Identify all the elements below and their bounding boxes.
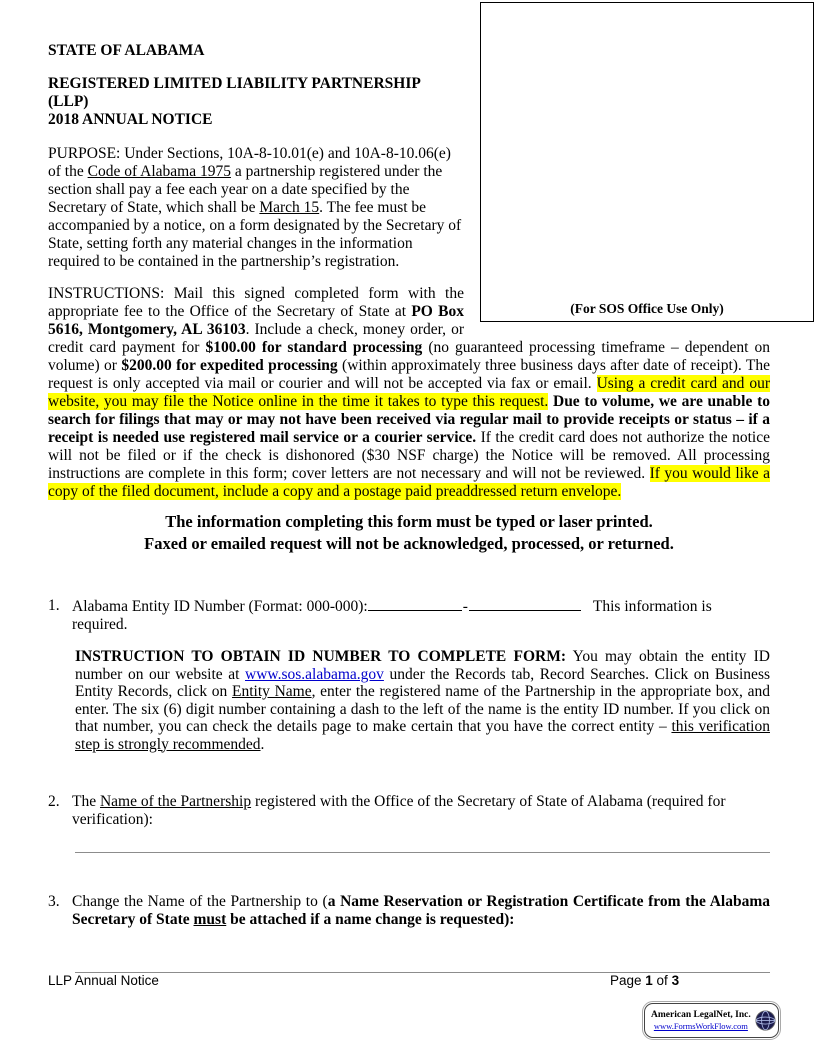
legalnet-logo-text	[651, 1011, 751, 1031]
footer-page-indicator	[610, 972, 679, 990]
po-box-address: PO Box 5616, Montgomery, AL 36103	[48, 303, 464, 338]
footer-of-word: of	[652, 973, 672, 988]
entity-id-label: Alabama Entity ID Number (Format: 000-000):	[72, 598, 368, 615]
standard-processing-fee: $100.00 for standard processing	[205, 339, 423, 356]
form-item-3	[48, 893, 770, 973]
instructions-text: . Include a check, money order, or credit card payment for	[48, 321, 464, 356]
instructions-text: INSTRUCTIONS: Mail this signed completed form with the appropriate fee to the Office of the Secretary of State at	[48, 285, 464, 320]
name-reservation-requirement: a Name Reservation or Registration Certificate from the Alabama Secretary of State	[72, 893, 770, 928]
entity-id-field-1[interactable]	[368, 597, 462, 611]
id-lookup-instruction-text: , enter the registered name of the Partnership in the appropriate box, and enter. The six (6) digit number containing a dash to the left of the name is the entity ID number. If you click on that number, you can check the details page to make certain that you have the correct entity –	[75, 683, 770, 735]
entity-id-required-note: This information is required.	[72, 598, 712, 633]
must-emphasis: must	[193, 911, 227, 928]
verification-recommendation: this verification step is strongly recommended	[75, 718, 770, 753]
globe-icon	[755, 1010, 776, 1031]
partnership-name-emphasis: Name of the Partnership	[99, 793, 252, 810]
form-item-1	[48, 597, 770, 753]
march-15-deadline: March 15	[259, 199, 320, 216]
purpose-text: . The fee must be accompanied by a notice, on a form designated by the Secretary of State, setting forth any material changes in the information required to be contained in the partnership’s registration.	[48, 199, 462, 270]
id-lookup-instruction	[75, 648, 770, 753]
partnership-name-field[interactable]	[75, 851, 770, 853]
typed-form-notice-line2: Faxed or emailed request will not be acknowledged, processed, or returned.	[144, 534, 674, 553]
form-title-line2: 2018 ANNUAL NOTICE	[48, 111, 213, 128]
name-change-prompt	[72, 893, 770, 929]
id-lookup-instruction-text: .	[260, 735, 265, 753]
entity-id-line	[72, 597, 770, 634]
typed-form-notice	[48, 511, 770, 555]
expedited-processing-fee: $200.00 for expedited processing	[121, 357, 338, 374]
item-1-body	[72, 597, 770, 753]
sos-office-use-label: (For SOS Office Use Only)	[570, 301, 724, 316]
id-lookup-instruction-text: under the Records tab, Record Searches. Click on Business Entity Records, click on	[75, 665, 771, 700]
legalnet-logo	[644, 1003, 779, 1038]
item-2-number: 2.	[48, 793, 60, 810]
instructions-text: (no guaranteed processing timeframe – dependent on volume) or	[48, 339, 770, 374]
entity-name-emphasis: Entity Name	[231, 683, 312, 700]
footer-document-name: LLP Annual Notice	[48, 973, 159, 988]
name-change-text: Change the Name of the Partnership to (	[72, 893, 328, 910]
entity-id-dash: -	[462, 598, 468, 615]
sos-website-link[interactable]: www.sos.alabama.gov	[245, 665, 384, 683]
id-lookup-instruction-text: You may obtain the entity ID number on our website at	[75, 648, 770, 683]
id-lookup-instruction-heading: INSTRUCTION TO OBTAIN ID NUMBER TO COMPLETE FORM:	[75, 648, 567, 665]
footer-page-word: Page	[610, 973, 646, 988]
logo-website-link[interactable]: www.FormsWorkFlow.com	[653, 1021, 748, 1031]
entity-id-field-2[interactable]	[469, 597, 581, 611]
purpose-text: a partnership registered under the section shall pay a fee each year on a date specified by the Secretary of State, which shall be	[48, 163, 443, 216]
form-item-2	[48, 793, 770, 853]
partnership-name-text: registered with the Office of the Secretary of State of Alabama (required for verification):	[72, 793, 726, 828]
footer-page-total: 3	[671, 973, 680, 988]
purpose-text: PURPOSE: Under Sections, 10A-8-10.01(e) and 10A-8-10.06(e) of the	[48, 145, 451, 180]
instructions-text: If the credit card does not authorize the notice will not be filed or if the check is dishonored ($30 NSF charge) the Notice will be removed. All processing instructions are complete in this form; cover letters are not necessary and will not be reviewed.	[48, 429, 770, 482]
return-envelope-highlight: If you would like a copy of the filed document, include a copy and a postage paid preaddressed return envelope.	[48, 465, 770, 500]
state-heading: STATE OF ALABAMA	[48, 42, 205, 59]
online-filing-highlight: Using a credit card and our website, you may file the Notice online in the time it takes to type this request.	[48, 375, 770, 410]
logo-company-name: American LegalNet, Inc.	[651, 1009, 751, 1020]
partnership-name-text: The	[72, 793, 100, 810]
typed-form-notice-line1: The information completing this form must be typed or laser printed.	[165, 512, 653, 531]
form-title-line1: REGISTERED LIMITED LIABILITY PARTNERSHIP (LLP)	[48, 75, 420, 110]
sos-office-use-box	[480, 2, 814, 322]
name-reservation-requirement: be attached if a name change is requested):	[226, 911, 515, 928]
item-2-body	[72, 793, 770, 853]
item-3-number: 3.	[48, 893, 60, 910]
partnership-name-prompt	[72, 793, 770, 829]
footer-page-number: 1	[645, 973, 653, 988]
item-1-number: 1.	[48, 597, 60, 614]
item-3-body	[72, 893, 770, 973]
receipt-status-notice: Due to volume, we are unable to search for filings that may or may not have been received via regular mail to provide receipts or status – if a receipt is needed use registered mail service or a courier service.	[48, 393, 770, 446]
instructions-text: (within approximately three business days after date of receipt). The request is only accepted via mail or courier and will not be accepted via fax or email.	[48, 357, 771, 392]
code-of-alabama-citation: Code of Alabama 1975	[87, 163, 231, 180]
